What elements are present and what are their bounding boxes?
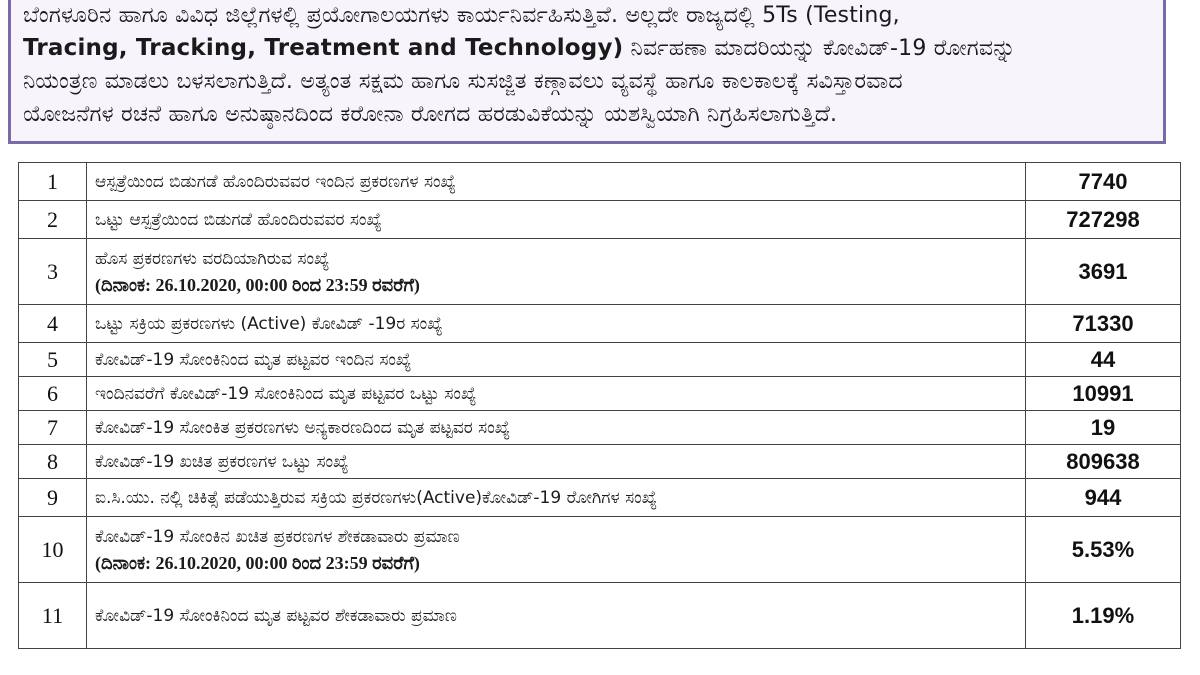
row-value: 3691 <box>1026 239 1181 305</box>
row-desc-text: ಕೋವಿಡ್-19 ಸೋಂಕಿತ ಪ್ರಕರಣಗಳು ಅನ್ಯಕಾರಣದಿಂದ ಮೃತ ಪಟ್ಟವರ ಸಂಖ್ಯೆ <box>95 417 511 438</box>
intro-line-3: ನಿಯಂತ್ರಣ ಮಾಡಲು ಬಳಸಲಾಗುತ್ತಿದೆ. ಅತ್ಯಂತ ಸಕ್ಷಮ ಹಾಗೂ ಸುಸಜ್ಜಿತ ಕಣ್ಗಾವಲು ವ್ಯವಸ್ಥೆ ಹಾಗೂ ಕಾಲಕಾಲಕ್ಕೆ ಸವಿಸ್ತಾರವಾದ <box>23 69 903 94</box>
row-desc-text: ಆಸ್ಪತ್ರೆಯಿಂದ ಬಿಡುಗಡೆ ಹೊಂದಿರುವವರ ಇಂದಿನ ಪ್ರಕರಣಗಳ ಸಂಖ್ಯೆ <box>95 171 456 192</box>
row-number: 8 <box>19 445 87 479</box>
row-description <box>87 479 1026 517</box>
table-row <box>19 411 1181 445</box>
row-value: 19 <box>1026 411 1181 445</box>
row-value: 1.19% <box>1026 583 1181 649</box>
row-desc-text: ಒಟ್ಟು ಸಕ್ರಿಯ ಪ್ರಕರಣಗಳು (Active) ಕೋವಿಡ್ -19ರ ಸಂಖ್ಯೆ <box>95 313 443 334</box>
row-description <box>87 305 1026 343</box>
row-desc-text: ಇಂದಿನವರೆಗೆ ಕೋವಿಡ್-19 ಸೋಂಕಿನಿಂದ ಮೃತ ಪಟ್ಟವರ ಒಟ್ಟು ಸಂಖ್ಯೆ <box>95 383 477 404</box>
row-desc-text: ಕೋವಿಡ್-19 ಸೋಂಕಿನಿಂದ ಮೃತ ಪಟ್ಟವರ ಶೇಕಡಾವಾರು ಪ್ರಮಾಣ <box>95 605 457 626</box>
row-date-range: (ದಿನಾಂಕ: 26.10.2020, 00:00 ರಿಂದ 23:59 ರವರೆಗೆ) <box>95 274 420 295</box>
row-value: 7740 <box>1026 163 1181 201</box>
intro-line-4: ಯೋಜನೆಗಳ ರಚನೆ ಹಾಗೂ ಅನುಷ್ಠಾನದಿಂದ ಕರೋನಾ ರೋಗದ ಹರಡುವಿಕೆಯನ್ನು ಯಶಸ್ವಿಯಾಗಿ ನಿಗ್ರಹಿಸಲಾಗುತ್ತಿದೆ. <box>23 102 838 127</box>
intro-line-2-kannada: ನಿರ್ವಹಣಾ ಮಾದರಿಯನ್ನು ಕೋವಿಡ್-19 ರೋಗವನ್ನು <box>623 36 1016 61</box>
row-value: 44 <box>1026 343 1181 377</box>
row-description <box>87 163 1026 201</box>
row-desc-text: ಕೋವಿಡ್-19 ಖಚಿತ ಪ್ರಕರಣಗಳ ಒಟ್ಟು ಸಂಖ್ಯೆ <box>95 451 349 472</box>
row-description <box>87 411 1026 445</box>
row-number: 4 <box>19 305 87 343</box>
intro-line-2-latin: Tracing, Tracking, Treatment and Technology) <box>23 35 624 61</box>
row-description <box>87 517 1026 583</box>
row-number: 5 <box>19 343 87 377</box>
row-number: 2 <box>19 201 87 239</box>
row-date-range: (ದಿನಾಂಕ: 26.10.2020, 00:00 ರಿಂದ 23:59 ರವರೆಗೆ) <box>95 552 420 573</box>
table-row <box>19 201 1181 239</box>
table-row <box>19 517 1181 583</box>
row-desc-text: ಐ.ಸಿ.ಯು. ನಲ್ಲಿ ಚಿಕಿತ್ಸೆ ಪಡೆಯುತ್ತಿರುವ ಸಕ್ರಿಯ ಪ್ರಕರಣಗಳು(Active)ಕೋವಿಡ್-19 ರೋಗಿಗಳ ಸಂಖ್ಯೆ <box>95 487 658 508</box>
row-number: 7 <box>19 411 87 445</box>
row-description <box>87 445 1026 479</box>
row-value: 5.53% <box>1026 517 1181 583</box>
row-number: 9 <box>19 479 87 517</box>
row-description <box>87 343 1026 377</box>
row-number: 11 <box>19 583 87 649</box>
row-value: 944 <box>1026 479 1181 517</box>
row-value: 10991 <box>1026 377 1181 411</box>
intro-line-1: ಬೆಂಗಳೂರಿನ ಹಾಗೂ ವಿವಿಧ ಜಿಲ್ಲೆಗಳಲ್ಲಿ ಪ್ರಯೋಗಾಲಯಗಳು ಕಾರ್ಯನಿರ್ವಹಿಸುತ್ತಿವೆ. ಅಲ್ಲದೇ ರಾಜ್ಯದಲ್ಲಿ 5Ts (Testing, <box>23 3 900 28</box>
covid-stats-table <box>18 162 1181 649</box>
table-row <box>19 343 1181 377</box>
row-description <box>87 239 1026 305</box>
row-desc-text: ಕೋವಿಡ್-19 ಸೋಂಕಿನಿಂದ ಮೃತ ಪಟ್ಟವರ ಇಂದಿನ ಸಂಖ್ಯೆ <box>95 349 412 370</box>
table-row <box>19 479 1181 517</box>
row-number: 1 <box>19 163 87 201</box>
row-number: 3 <box>19 239 87 305</box>
row-description <box>87 583 1026 649</box>
row-description <box>87 201 1026 239</box>
table-row <box>19 377 1181 411</box>
row-value: 809638 <box>1026 445 1181 479</box>
row-description <box>87 377 1026 411</box>
intro-paragraph-box <box>8 0 1166 144</box>
row-desc-text: ಒಟ್ಟು ಆಸ್ಪತ್ರೆಯಿಂದ ಬಿಡುಗಡೆ ಹೊಂದಿರುವವರ ಸಂಖ್ಯೆ <box>95 209 382 230</box>
row-desc-text: ಹೊಸ ಪ್ರಕರಣಗಳು ವರದಿಯಾಗಿರುವ ಸಂಖ್ಯೆ <box>95 248 330 269</box>
row-number: 10 <box>19 517 87 583</box>
table-row <box>19 163 1181 201</box>
intro-line-2 <box>23 32 1149 65</box>
row-value: 71330 <box>1026 305 1181 343</box>
table-row <box>19 305 1181 343</box>
row-desc-text: ಕೋವಿಡ್-19 ಸೋಂಕಿನ ಖಚಿತ ಪ್ರಕರಣಗಳ ಶೇಕಡಾವಾರು ಪ್ರಮಾಣ <box>95 526 460 547</box>
table-row <box>19 583 1181 649</box>
row-value: 727298 <box>1026 201 1181 239</box>
table-row <box>19 445 1181 479</box>
row-number: 6 <box>19 377 87 411</box>
table-row <box>19 239 1181 305</box>
